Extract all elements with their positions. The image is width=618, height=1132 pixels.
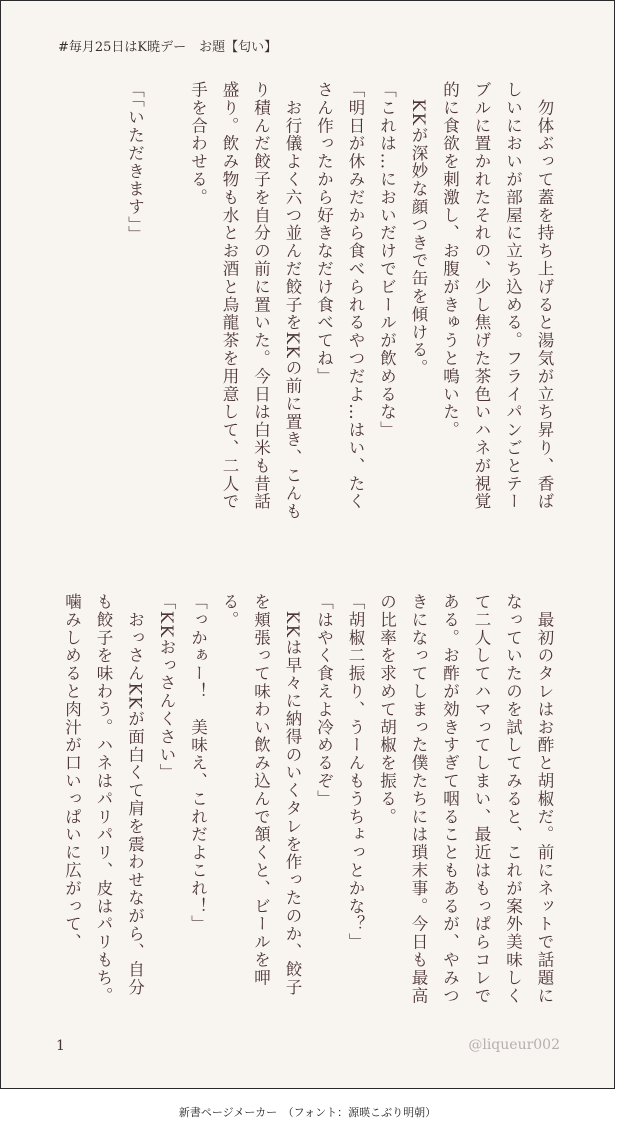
paragraph: KKが深妙な顔つきで缶を傾ける。 xyxy=(409,81,428,377)
dialogue-line: 「っかぁー！ 美味え、これだよこれ！」 xyxy=(188,593,208,934)
blank-line xyxy=(151,81,183,521)
dialogue-line: 「KKおっさんくさい」 xyxy=(157,593,176,782)
body-text-top xyxy=(55,81,560,521)
page-number: 1 xyxy=(56,1038,65,1054)
dialogue-line: 「はやく食えよ冷めるぞ」 xyxy=(314,593,334,808)
paragraph: 最初のタレはお酢と胡椒だ。前にネットで話題になっていたのを試してみると、これが案外美味しくて二人してハマってしまい、最近はもっぱらコレである。お酢が効きすぎて咽ることもあるが、やみつきになってしまった僕たちには瑣末事。今日も最高の比率を求めて胡椒を振る。 xyxy=(377,593,554,1005)
dialogue-line: 「明日が休みだから食べられるやつだよ…はい、たくさん作ったから好きなだけ食べてね」 xyxy=(314,81,365,511)
dialogue-line: 「胡椒二振り、うーんもうちょっとかな？」 xyxy=(346,593,365,951)
generator-credit: 新書ページメーカー （フォント：源暎こぶり明朝） xyxy=(178,1106,437,1119)
author-handle: @liqueur002 xyxy=(468,1037,560,1053)
page-header-title: #毎月25日はK暁デー お題【匂い】 xyxy=(58,40,278,55)
paragraph: 勿体ぶって蓋を持ち上げると湯気が立ち昇り、香ばしいにおいが部屋に立ち込める。フライパンごとテーブルに置かれたそれの、少し焦げた茶色いハネが視覚的に食欲を刺激し、お腹がきゅうと鳴いた。 xyxy=(440,81,554,511)
paragraph: おっさんKKが面白くて肩を震わせながら、自分も餃子を味わう。ハネはパリパリ、皮はパリもち。噛みしめると肉汁が口いっぱいに広がって、 xyxy=(62,593,145,1005)
dialogue-line: 「「いただきます」」 xyxy=(125,81,145,244)
body-text-bottom xyxy=(55,593,560,1013)
paragraph: お行儀よく六つ並んだ餃子をKKの前に置き、こんもり積んだ餃子を自分の前に置いた。今日は白米も昔話盛り。飲み物も水とお酒と烏龍茶を用意して、二人で手を合わせる。 xyxy=(188,81,302,521)
paragraph: KKは早々に納得のいくタレを作ったのか、餃子を頬張って味わい飲み込んで頷くと、ビールを呷る。 xyxy=(220,593,302,997)
dialogue-line: 「これは…においだけでビールが飲めるな」 xyxy=(377,81,397,439)
